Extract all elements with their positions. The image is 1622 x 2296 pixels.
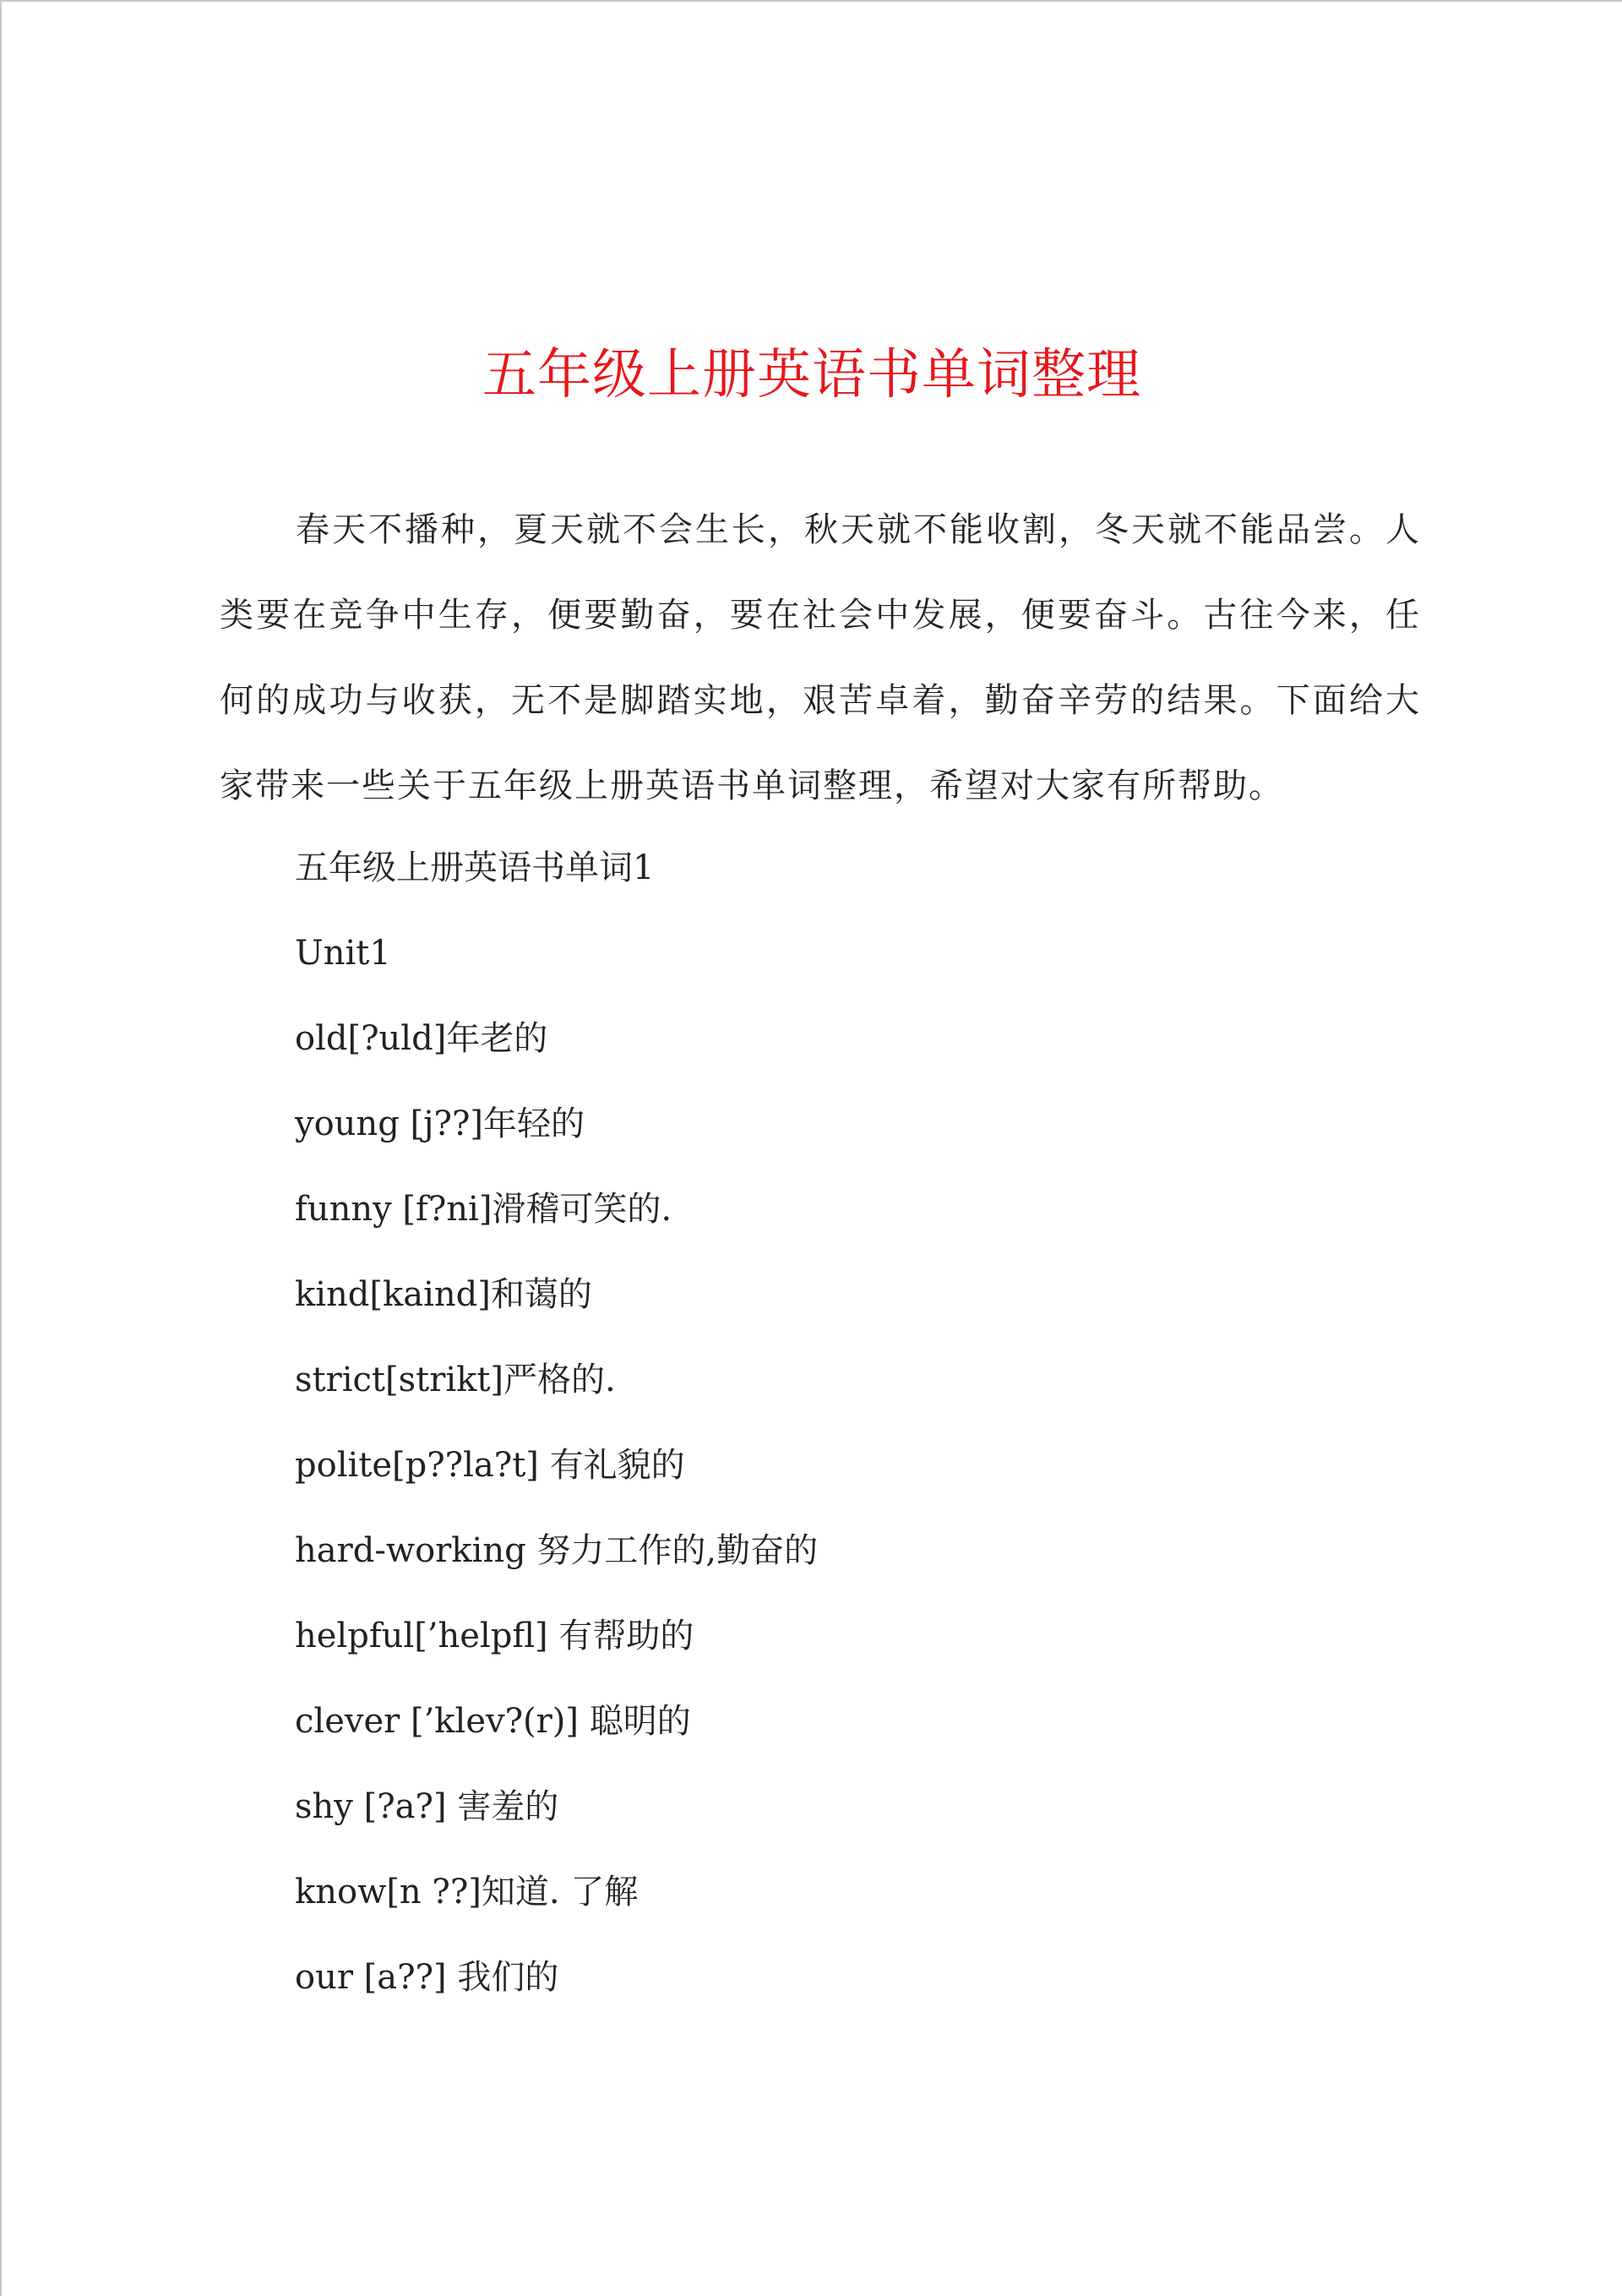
word-entry: helpful[’helpfl] 有帮助的 — [295, 1617, 694, 1655]
document-title: 五年级上册英语书单词整理 — [482, 344, 1141, 406]
vocabulary-list — [295, 826, 818, 2021]
word-entry: shy [?a?] 害羞的 — [295, 1787, 559, 1826]
section-heading: 五年级上册英语书单词1 — [295, 848, 655, 887]
word-entry: polite[p??la?t] 有礼貌的 — [295, 1446, 685, 1485]
intro-paragraph: 春天不播种，夏天就不会生长，秋天就不能收割，冬天就不能品尝。人类要在竞争中生存，便要勤奋，要在社会中发展，便要奋斗。古往今来，任何的成功与收获，无不是脚踏实地，艰苦卓着，勤奋辛劳的结果。下面给大家带来一些关于五年级上册英语书单词整理，希望对大家有所帮助。 — [220, 510, 1421, 805]
word-entry: clever [’klev?(r)] 聪明的 — [295, 1702, 691, 1741]
word-entry: know[n ??]知道. 了解 — [295, 1873, 639, 1912]
word-entry: old[?uld]年老的 — [295, 1019, 548, 1058]
unit-heading: Unit1 — [295, 934, 391, 973]
word-entry: our [a??] 我们的 — [295, 1958, 559, 1997]
word-entry: kind[kaind]和蔼的 — [295, 1275, 592, 1314]
word-entry: strict[strikt]严格的. — [295, 1361, 616, 1399]
word-entry: hard-working 努力工作的,勤奋的 — [295, 1531, 819, 1570]
word-entry: funny [f?ni]滑稽可笑的. — [295, 1190, 672, 1229]
word-entry: young [j??]年轻的 — [295, 1104, 585, 1143]
